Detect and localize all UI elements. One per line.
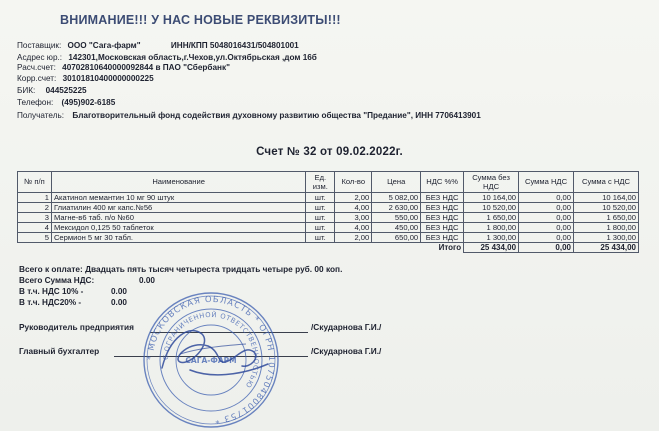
corr-label: Корр.счет: [17, 74, 57, 83]
cell-unit: шт. [306, 223, 335, 233]
recipient-value: Благотворительный фонд содействия духовному развитию общества "Предание", ИНН 7706413901 [72, 111, 481, 120]
recipient-line [17, 111, 481, 121]
cell-price: 550,00 [372, 213, 421, 223]
cell-num: 2 [18, 203, 52, 213]
cell-price: 650,00 [372, 233, 421, 243]
cell-sum-with-vat: 10 164,00 [574, 193, 639, 203]
account-line [17, 63, 230, 73]
cell-sum-no-vat: 10 164,00 [464, 193, 519, 203]
cell-num: 3 [18, 213, 52, 223]
table-row [18, 233, 639, 243]
accountant-label: Главный бухгалтер [19, 346, 100, 356]
vat20-line [19, 298, 127, 307]
cell-vat-pct: БЕЗ НДС [421, 193, 464, 203]
bik-line [17, 86, 87, 96]
account-value: 40702810640000092844 в ПАО "Сбербанк" [62, 63, 230, 72]
invoice-title: Счет № 32 от 09.02.2022г. [256, 146, 403, 158]
supplier-label: Поставщик: [17, 41, 62, 50]
signature-scribble [150, 316, 280, 386]
corr-line [17, 74, 154, 84]
cell-vat-sum: 0,00 [519, 193, 574, 203]
cell-sum-with-vat: 1 300,00 [574, 233, 639, 243]
cell-sum-with-vat: 1 800,00 [574, 223, 639, 233]
vat20-value: 0.00 [111, 298, 127, 307]
cell-sum-no-vat: 10 520,00 [464, 203, 519, 213]
total-row [18, 243, 639, 253]
vat10-value: 0.00 [111, 287, 127, 296]
cell-qty: 3,00 [335, 213, 372, 223]
total-label: Итого [438, 243, 462, 253]
col-vat-sum-header: Сумма НДС [519, 172, 574, 193]
table-header-row [18, 172, 639, 193]
cell-vat-pct: БЕЗ НДС [421, 233, 464, 243]
col-price-header: Цена [372, 172, 421, 193]
cell-vat-sum: 0,00 [519, 203, 574, 213]
accountant-name: /Скударнова Г.И./ [311, 346, 382, 356]
vat-total-line [19, 276, 155, 285]
recipient-label: Получатель: [17, 111, 65, 120]
cell-name: Мексидол 0,125 50 таблеток [51, 223, 305, 233]
cell-vat-sum: 0,00 [519, 223, 574, 233]
corr-value: 30101810400000000225 [62, 74, 154, 83]
cell-sum-with-vat: 10 520,00 [574, 203, 639, 213]
table-row [18, 193, 639, 203]
cell-unit: шт. [306, 203, 335, 213]
supplier-value: ООО "Сага-фарм" [67, 41, 141, 50]
vat10-line [19, 287, 127, 296]
cell-name: Сермион 5 мг 30 табл. [51, 233, 305, 243]
cell-vat-sum: 0,00 [519, 213, 574, 223]
phone-value: (495)902-6185 [61, 98, 116, 107]
address-label: Асдрес юр.: [17, 53, 63, 62]
bik-label: БИК: [17, 86, 36, 95]
cell-price: 2 630,00 [372, 203, 421, 213]
cell-vat-pct: БЕЗ НДС [421, 223, 464, 233]
col-qty-header: Кол-во [335, 172, 372, 193]
phone-line [17, 98, 115, 108]
director-name: /Скударнова Г.И./ [311, 322, 382, 332]
cell-qty: 2,00 [335, 233, 372, 243]
table-row [18, 213, 639, 223]
items-table [17, 171, 639, 253]
bik-value: 044525225 [45, 86, 87, 95]
col-vat-pct-header: НДС %% [421, 172, 464, 193]
cell-sum-with-vat: 1 650,00 [574, 213, 639, 223]
cell-name: Глиатилин 400 мг капс.№56 [51, 203, 305, 213]
address-value: 142301,Московская область,г.Чехов,ул.Октябрьская ,дом 16б [68, 53, 317, 62]
cell-num: 1 [18, 193, 52, 203]
total-no-vat: 25 434,00 [464, 243, 519, 253]
cell-num: 4 [18, 223, 52, 233]
supplier-line [17, 41, 299, 51]
stamp-inner-text: С ОГРАНИЧЕННОЙ ОТВЕТСТВЕННОСТЬЮ [161, 310, 261, 390]
cell-price: 5 082,00 [372, 193, 421, 203]
table-row [18, 203, 639, 213]
col-sum-with-vat-header: Сумма с НДС [574, 172, 639, 193]
cell-vat-pct: БЕЗ НДС [421, 213, 464, 223]
total-vat: 0,00 [519, 243, 574, 253]
total-with-vat: 25 434,00 [574, 243, 639, 253]
phone-label: Телефон: [17, 98, 54, 107]
table-row [18, 223, 639, 233]
cell-sum-no-vat: 1 300,00 [464, 233, 519, 243]
account-label: Расч.счет: [17, 63, 56, 72]
cell-unit: шт. [306, 233, 335, 243]
vat10-label: В т.ч. НДС 10% - [19, 287, 84, 296]
vat20-label: В т.ч. НДС20% - [19, 298, 82, 307]
address-line [17, 53, 317, 63]
cell-vat-pct: БЕЗ НДС [421, 203, 464, 213]
vat-total-label: Всего Сумма НДС: [19, 276, 95, 285]
cell-qty: 4,00 [335, 203, 372, 213]
col-sum-no-vat-header: Сумма без НДС [464, 172, 519, 193]
total-in-words: Всего к оплате: Двадцать пять тысяч четыреста тридцать четыре руб. 00 коп. [19, 264, 343, 274]
stamp-center-text: САГА-ФАРМ [185, 356, 237, 365]
cell-name: Магне-в6 таб. п/о №60 [51, 213, 305, 223]
cell-price: 450,00 [372, 223, 421, 233]
cell-num: 5 [18, 233, 52, 243]
cell-qty: 4,00 [335, 223, 372, 233]
cell-sum-no-vat: 1 800,00 [464, 223, 519, 233]
cell-sum-no-vat: 1 650,00 [464, 213, 519, 223]
notice-banner: ВНИМАНИЕ!!! У НАС НОВЫЕ РЕКВИЗИТЫ!!! [60, 13, 341, 27]
inn-kpp: ИНН/КПП 5048016431/504801001 [170, 41, 299, 50]
vat-total-value: 0.00 [139, 276, 155, 285]
col-name-header: Наименование [51, 172, 305, 193]
cell-unit: шт. [306, 213, 335, 223]
stamp-outer-text: * МОСКОВСКАЯ ОБЛАСТЬ * ОГРН 1075048001753 * [145, 294, 277, 425]
cell-qty: 2,00 [335, 193, 372, 203]
director-label: Руководитель предприятия [19, 322, 134, 332]
cell-vat-sum: 0,00 [519, 233, 574, 243]
cell-unit: шт. [306, 193, 335, 203]
cell-name: Акатинол мемантин 10 мг 90 штук [51, 193, 305, 203]
col-num-header: № п/п [18, 172, 52, 193]
col-unit-header: Ед. изм. [306, 172, 335, 193]
